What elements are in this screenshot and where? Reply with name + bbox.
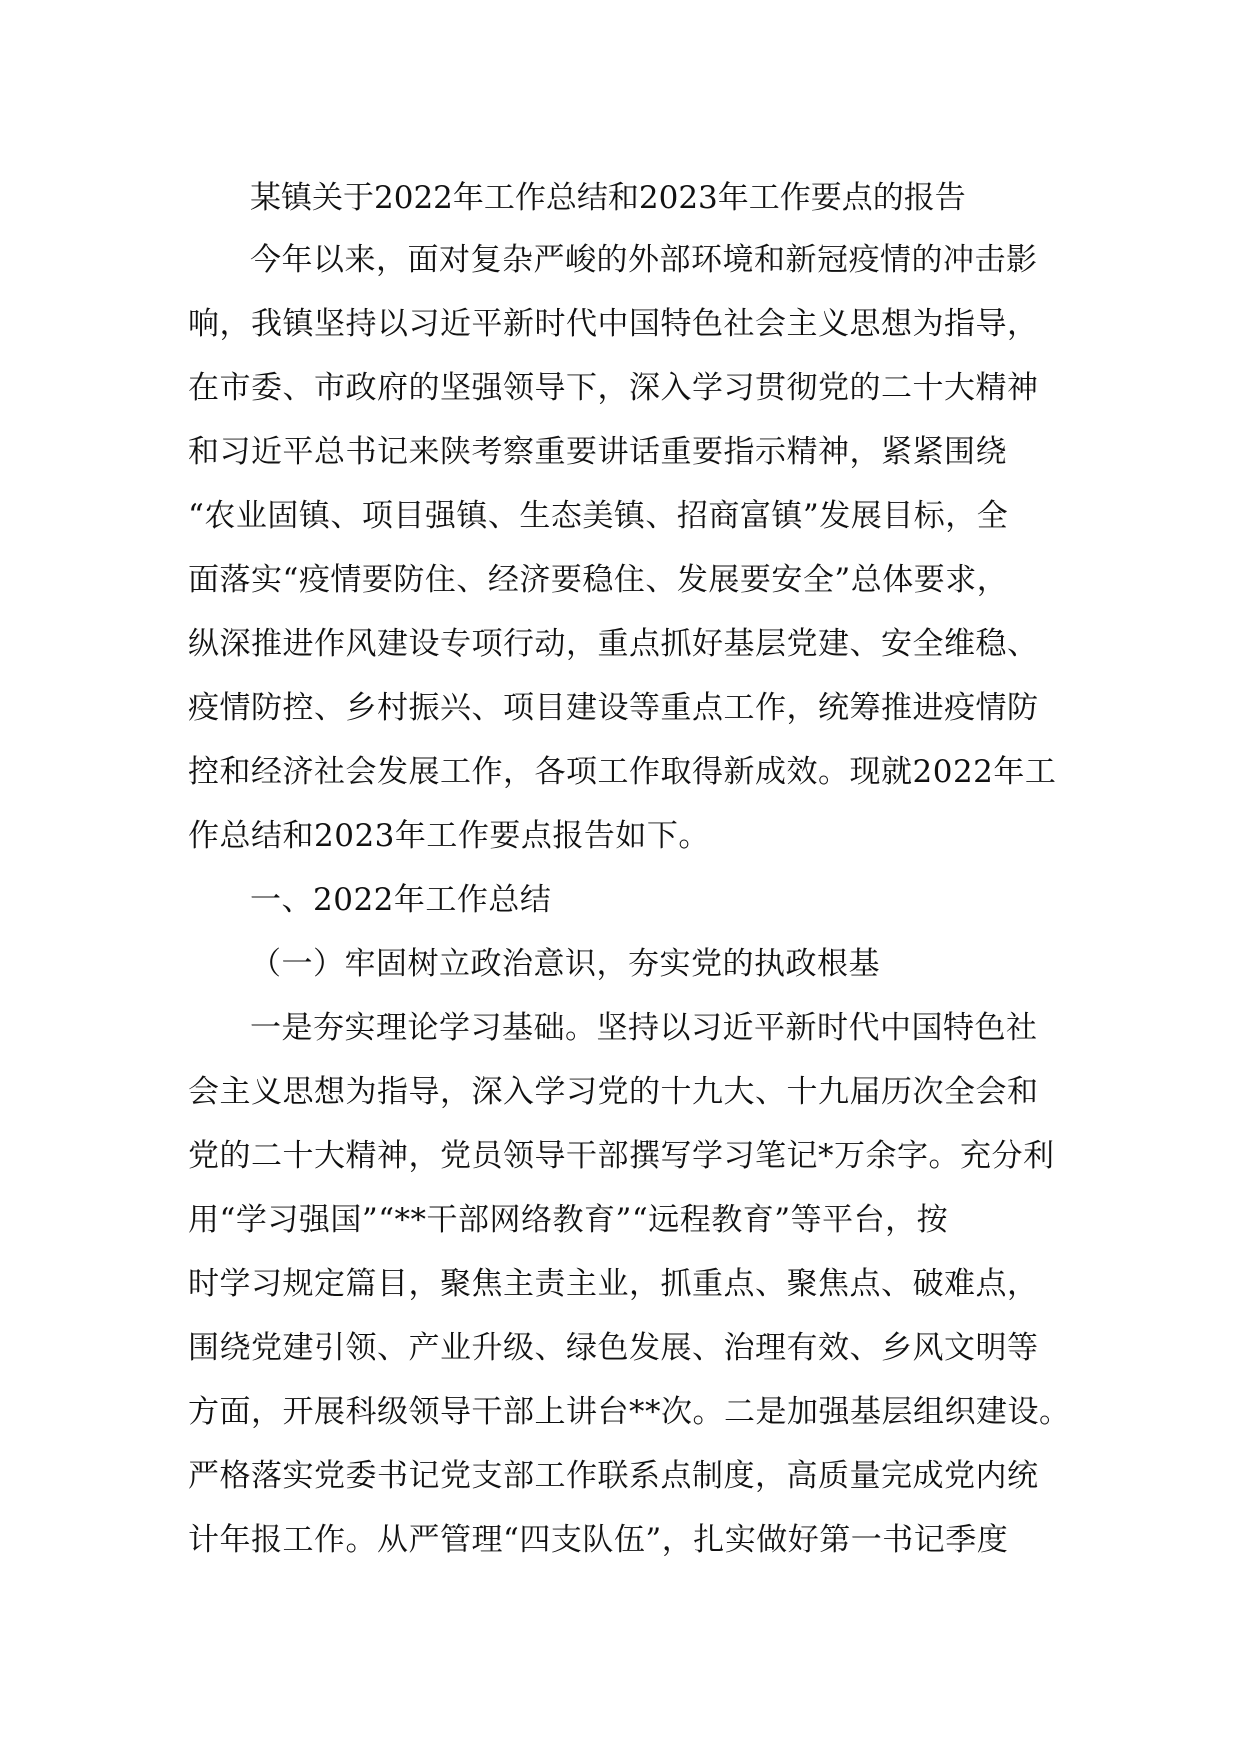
paragraph-line: 纵深推进作风建设专项行动，重点抓好基层党建、安全维稳、 (188, 626, 1039, 662)
paragraph-line: 面落实“疫情要防住、经济要稳住、发展要安全”总体要求， (188, 562, 1009, 598)
paragraph-line: 时学习规定篇目，聚焦主责主业，抓重点、聚焦点、破难点， (188, 1266, 1039, 1302)
paragraph-line: 响，我镇坚持以习近平新时代中国特色社会主义思想为指导， (188, 306, 1039, 342)
paragraph-line: 一是夯实理论学习基础。坚持以习近平新时代中国特色社 (250, 1010, 1038, 1046)
paragraph-line: 方面，开展科级领导干部上讲台**次。二是加强基层组织建设。 (188, 1394, 1071, 1430)
paragraph-line: 和习近平总书记来陕考察重要讲话重要指示精神，紧紧围绕 (188, 434, 1007, 470)
paragraph-line: 计年报工作。从严管理“四支队伍”，扎实做好第一书记季度 (188, 1522, 1009, 1558)
paragraph-line: 用“学习强国”“**干部网络教育”“远程教育”等平台，按 (188, 1202, 949, 1238)
document-title: 某镇关于2022年工作总结和2023年工作要点的报告 (250, 180, 966, 216)
paragraph-line: 严格落实党委书记党支部工作联系点制度，高质量完成党内统 (188, 1458, 1039, 1494)
paragraph-line: 疫情防控、乡村振兴、项目建设等重点工作，统筹推进疫情防 (188, 690, 1039, 726)
paragraph-line: 在市委、市政府的坚强领导下，深入学习贯彻党的二十大精神 (188, 370, 1039, 406)
paragraph-line: 今年以来，面对复杂严峻的外部环境和新冠疫情的冲击影 (250, 242, 1038, 278)
section-heading: 一、2022年工作总结 (250, 882, 552, 918)
paragraph-line: 围绕党建引领、产业升级、绿色发展、治理有效、乡风文明等 (188, 1330, 1039, 1366)
subsection-heading: （一）牢固树立政治意识，夯实党的执政根基 (250, 946, 880, 982)
paragraph-line: 控和经济社会发展工作，各项工作取得新成效。现就2022年工 (188, 754, 1057, 790)
paragraph-line: “农业固镇、项目强镇、生态美镇、招商富镇”发展目标，全 (188, 498, 1009, 534)
paragraph-line: 作总结和2023年工作要点报告如下。 (188, 818, 710, 854)
paragraph-line: 会主义思想为指导，深入学习党的十九大、十九届历次全会和 (188, 1074, 1039, 1110)
paragraph-line: 党的二十大精神，党员领导干部撰写学习笔记*万余字。充分利 (188, 1138, 1055, 1174)
